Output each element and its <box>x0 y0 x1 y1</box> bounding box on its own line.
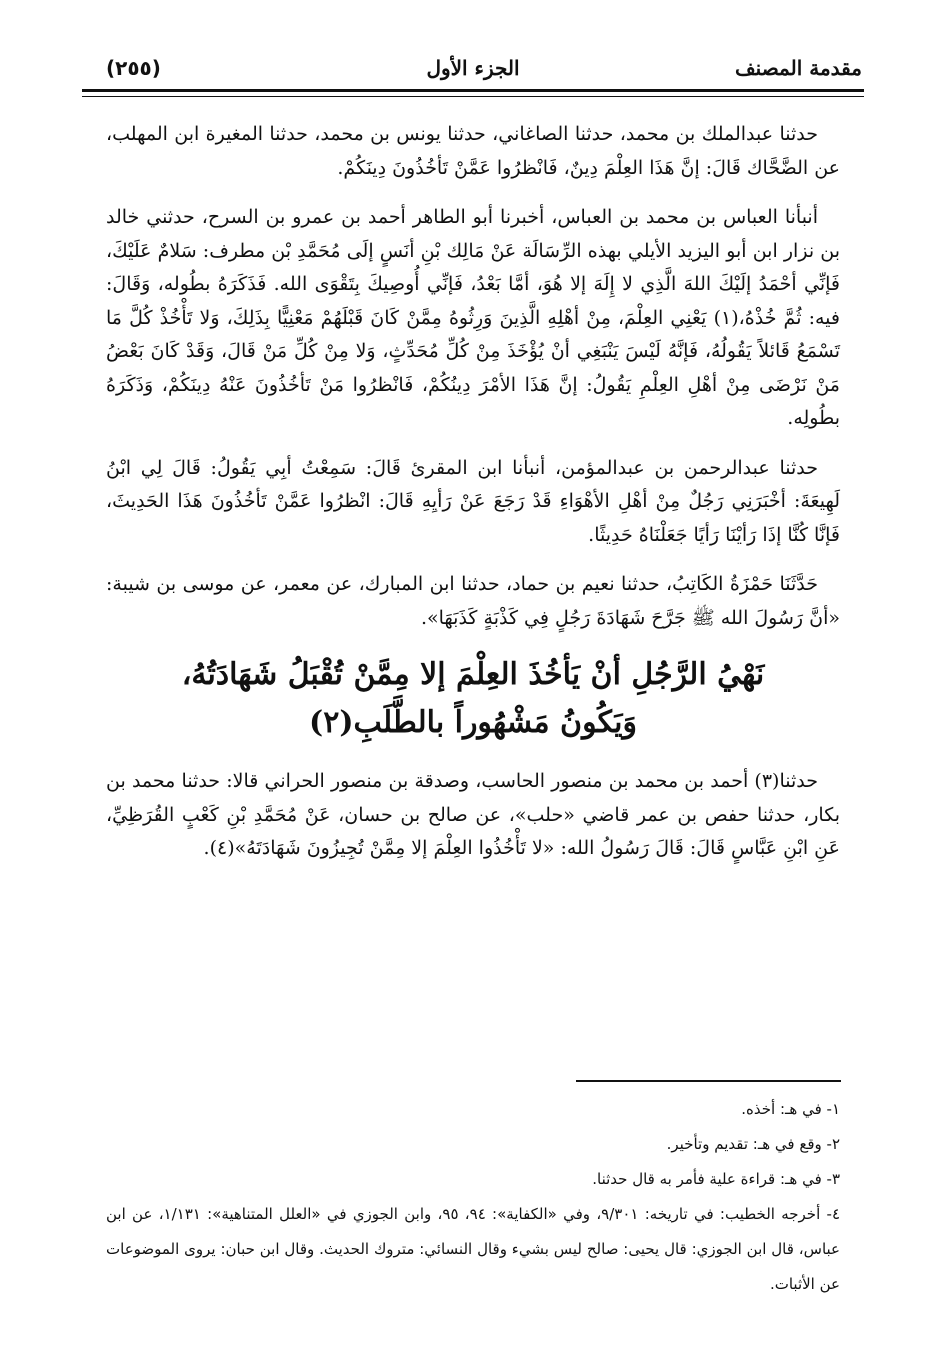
paragraph-2: أنبأنا العباس بن محمد بن العباس، أخبرنا أبو الطاهر أحمد بن عمرو بن السرح، حدثني خالد بن نزار ابن أبو اليزيد الأيلي بهذه الرِّسَالَة عَنْ مَالِك بْنِ أنَسٍ إلَى مُحَمَّدِ بْن مطرف: سَلامٌ عَلَيْكَ، فَإنِّي أحْمَدُ إلَيْكَ اللهَ الَّذِي لا إِلَهَ إلا هُوَ، أمَّا بَعْدُ، فَإنِّي أُوصِيكَ بِتَقْوَى الله. فَذَكَرَهُ بطُوله، وَقَالَ: فيه: ثُمَّ خُذْهُ،(١) يَعْنِي العِلْمَ، مِنْ أهْلِهِ الَّذِينَ وَرِثُوهُ مِمَّنْ كَانَ قَبْلَهُمْ مَعْنِيًّا بِذَلِكَ، وَلا تَأْخُذْ كُلَّ مَا تَسْمَعُ قَائلاً يَقُولُهُ، فَإنَّهُ لَيْسَ يَنْبَغِي أنْ يُؤْخَذَ مِنْ كُلِّ مُحَدِّثٍ، وَلا مِنْ كُلِّ مَنْ قَالَ، وَقَدْ كَانَ بَعْضُ مَنْ نَرْضَى مِنْ أهْلِ العِلْمِ يَقُولُ: إنَّ هَذَا الأمْرَ دِينُكُمْ، فَانْظرُوا مَنْ تَأخُذُونَ عَنْهُ دِينَكُمْ، وَذَكَرَهُ بطُولِه. <box>106 206 841 429</box>
footnotes <box>106 1092 840 1302</box>
main-text <box>106 118 840 882</box>
heading-line-1: نَهْيُ الرَّجُلِ أنْ يَأخُذَ العِلْمَ إلا مِمَّنْ تُقْبَلُ شَهَادَتُهُ، <box>181 657 765 692</box>
paragraph-5: حدثنا(٣) أحمد بن محمد بن منصور الحاسب، وصدقة بن منصور الحراني قالا: حدثنا محمد بن بكار، حدثنا حفص بن عمر قاضي «حلب»، عن صالح بن حسان، عَنْ مُحَمَّدِ بْنِ كَعْبٍ القُرَظِيِّ، عَنِ ابْنِ عَبَّاسٍ قَالَ: قَالَ رَسُولُ الله: «لا تَأْخُذُوا العِلْمَ إلا مِمَّنْ تُجِيزُونَ شَهَادَتَهُ»(٤). <box>106 770 840 859</box>
footnote-4: ٤- أخرجه الخطيب: في تاريخه: ٩/٣٠١، وفي «الكفاية»: ٩٤، ٩٥، وابن الجوزي في «العلل المتناهية»: ١/١٣١، عن ابن عباس، قال ابن الجوزي: قال يحيى: صالح ليس بشيء وقال النسائي: متروك الحديث. وقال ابن حبان: يروى الموضوعات عن الأثبات. <box>106 1205 841 1293</box>
paragraph-1: حدثنا عبدالملك بن محمد، حدثنا الصاغاني، حدثنا يونس بن محمد، حدثنا المغيرة ابن المهلب، عن الضَّحَّاك قَالَ: إنَّ هَذَا العِلْمَ دِينٌ، فَانْظرُوا عَمَّنْ تَأخُذُونَ دِينَكُمْ. <box>106 123 840 179</box>
page-header <box>82 48 864 92</box>
page-number: (٢٥٥) <box>106 56 161 80</box>
section-title: مقدمة المصنف <box>734 56 862 80</box>
footnote-1: ١- في هـ: أخذه. <box>741 1100 840 1118</box>
chapter-heading <box>106 651 840 747</box>
footnote-separator <box>576 1080 841 1082</box>
paragraph-3: حدثنا عبدالرحمن بن عبدالمؤمن، أنبأنا ابن المقرئ قَالَ: سَمِعْتُ أبِي يَقُولُ: قَالَ لِي ابْنُ لَهِيعَةَ: أخْبَرَنِي رَجُلٌ مِنْ أهْلِ الأهْوَاءِ قَدْ رَجَعَ عَنْ رَأيِهِ قَالَ: انْظرُوا عَمَّنْ تَأخُذُونَ هَذَا الحَدِيثَ، فَإنَّا كُنَّا إذَا رَأيْنَا رَأيًا جَعَلْنَاهُ حَدِيثًا. <box>106 456 840 546</box>
header-rule <box>82 89 864 92</box>
footnote-2: ٢- وقع في هـ: تقديم وتأخير. <box>666 1135 840 1153</box>
header-rule-thin <box>82 96 864 97</box>
volume-title: الجزء الأول <box>426 56 520 80</box>
footnote-3: ٣- في هـ: قراءة علية فأمر به قال حدثنا. <box>592 1170 840 1188</box>
paragraph-4: حَدَّثَنَا حَمْزَةُ الكَاتِبُ، حدثنا نعيم بن حماد، حدثنا ابن المبارك، عن معمر، عن موسى بن شيبة: «أنَّ رَسُولَ الله ﷺ جَرَّحَ شَهَادَةَ رَجُلٍ فِي كَذْبَةٍ كَذَبَهَا». <box>106 573 840 629</box>
heading-line-2: وَيَكُونُ مَشْهُوراً بالطَّلَبِ(٢) <box>309 705 637 740</box>
